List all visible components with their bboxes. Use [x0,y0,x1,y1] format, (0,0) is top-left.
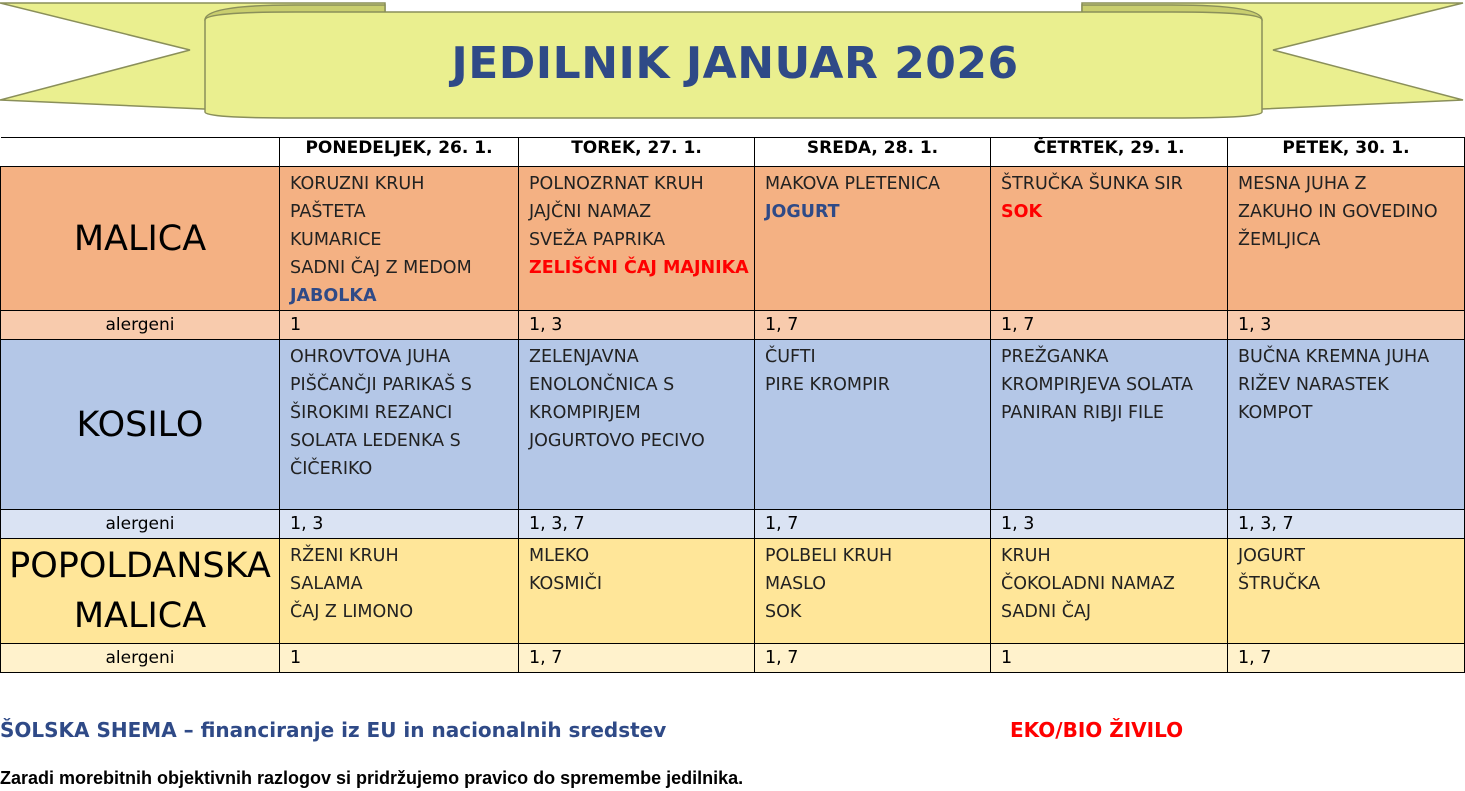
menu-cell [280,340,519,510]
menu-item: OHROVTOVA JUHA [290,347,451,367]
menu-item: KROMPIRJEM [529,403,641,423]
menu-item: BUČNA KREMNA JUHA [1238,347,1430,367]
day-header: SREDA, 28. 1. [755,138,991,167]
menu-item: ŠTRUČKA ŠUNKA SIR [1001,174,1183,194]
menu-cell [755,340,991,510]
alergeni-value: 1, 3 [991,510,1228,539]
menu-item: SALAMA [290,574,363,594]
menu-item: SOLATA LEDENKA S [290,431,461,451]
menu-item: ŽEMLJICA [1238,230,1321,250]
menu-item: KRUH [1001,546,1051,566]
malica-alergeni-row [1,311,1465,340]
menu-item: KROMPIRJEVA SOLATA [1001,375,1193,395]
alergeni-value: 1, 7 [755,644,991,673]
menu-item: ŠIROKIMI REZANCI [290,403,453,423]
day-header: TOREK, 27. 1. [519,138,755,167]
change-notice: Zaradi morebitnih objektivnih razlogov si pridržujemo pravico do spremembe jedilnika. [0,768,744,788]
eko-bio-legend: EKO/BIO ŽIVILO [1010,718,1184,742]
menu-item: SOK [1001,202,1043,222]
page-title: JEDILNIK JANUAR 2026 [451,38,1019,89]
menu-table [0,137,1465,673]
menu-item: PAŠTETA [290,202,366,222]
menu-item: ENOLONČNICA S [529,375,675,395]
popoldanska-alergeni-row [1,644,1465,673]
day-header: PETEK, 30. 1. [1228,138,1465,167]
alergeni-value: 1, 7 [519,644,755,673]
menu-cell [280,539,519,644]
meal-name-line: MALICA [73,596,207,636]
kosilo-row [1,340,1465,510]
menu-item: POLBELI KRUH [765,546,893,566]
alergeni-value: 1, 7 [1228,644,1465,673]
alergeni-value: 1, 3 [280,510,519,539]
menu-item: ČIČERIKO [290,459,373,479]
menu-item: MAKOVA PLETENICA [765,174,940,194]
meal-name-popoldanska [1,539,280,644]
menu-item: KUMARICE [290,230,382,250]
menu-cell [755,167,991,311]
menu-item: MLEKO [529,546,590,566]
menu-item: KOSMIČI [529,574,603,594]
menu-cell [991,340,1228,510]
menu-item: RŽENI KRUH [290,546,399,566]
menu-item: JAJČNI NAMAZ [529,202,652,222]
menu-cell [1228,340,1465,510]
menu-item: JOGURT [765,202,840,222]
alergeni-value: 1, 3, 7 [519,510,755,539]
menu-cell [519,340,755,510]
menu-item: PIRE KROMPIR [765,375,890,395]
meal-name-kosilo: KOSILO [1,340,280,510]
meal-name-line: POPOLDANSKA [9,546,271,586]
menu-item: RIŽEV NARASTEK [1238,375,1389,395]
menu-cell [280,167,519,311]
alergeni-value: 1, 3 [519,311,755,340]
day-header: ČETRTEK, 29. 1. [991,138,1228,167]
menu-item: SOK [765,602,802,622]
alergeni-value: 1 [280,644,519,673]
alergeni-value: 1, 7 [991,311,1228,340]
malica-row [1,167,1465,311]
solska-shema-legend: ŠOLSKA SHEMA – financiranje iz EU in nacionalnih sredstev [0,718,667,742]
menu-item: MESNA JUHA Z [1238,174,1367,194]
menu-item: ZELENJAVNA [529,347,639,367]
menu-item: ZAKUHO IN GOVEDINO [1238,202,1438,222]
menu-item: ZELIŠČNI ČAJ MAJNIKA [529,258,749,278]
alergeni-value: 1, 3, 7 [1228,510,1465,539]
menu-item: KOMPOT [1238,403,1313,423]
menu-cell [991,539,1228,644]
menu-item: JOGURT [1238,546,1305,566]
menu-item: PIŠČANČJI PARIKAŠ S [290,375,472,395]
alergeni-label: alergeni [1,311,280,340]
menu-item: ČUFTI [765,347,816,367]
menu-item: SVEŽA PAPRIKA [529,230,666,250]
menu-cell [1228,539,1465,644]
menu-item: SADNI ČAJ Z MEDOM [290,258,472,278]
menu-item: PANIRAN RIBJI FILE [1001,403,1164,423]
alergeni-label: alergeni [1,644,280,673]
day-header-row [1,138,1465,167]
menu-cell [1228,167,1465,311]
alergeni-value: 1, 7 [755,510,991,539]
menu-item: POLNOZRNAT KRUH [529,174,704,194]
menu-cell [991,167,1228,311]
menu-item: JABOLKA [290,286,377,306]
menu-cell [519,167,755,311]
kosilo-alergeni-row [1,510,1465,539]
title-banner [0,0,1465,125]
menu-cell [519,539,755,644]
menu-item: KORUZNI KRUH [290,174,425,194]
menu-item: JOGURTOVO PECIVO [529,431,705,451]
meal-name-malica: MALICA [1,167,280,311]
menu-item: MASLO [765,574,827,594]
popoldanska-row [1,539,1465,644]
day-header: PONEDELJEK, 26. 1. [280,138,519,167]
menu-item: PREŽGANKA [1001,347,1109,367]
menu-item: ČAJ Z LIMONO [290,602,414,622]
alergeni-value: 1, 7 [755,311,991,340]
menu-item: ŠTRUČKA [1238,574,1321,594]
alergeni-value: 1 [991,644,1228,673]
menu-item: ČOKOLADNI NAMAZ [1001,574,1175,594]
alergeni-value: 1 [280,311,519,340]
menu-item: SADNI ČAJ [1001,602,1092,622]
header-corner [1,138,280,167]
alergeni-value: 1, 3 [1228,311,1465,340]
alergeni-label: alergeni [1,510,280,539]
menu-cell [755,539,991,644]
